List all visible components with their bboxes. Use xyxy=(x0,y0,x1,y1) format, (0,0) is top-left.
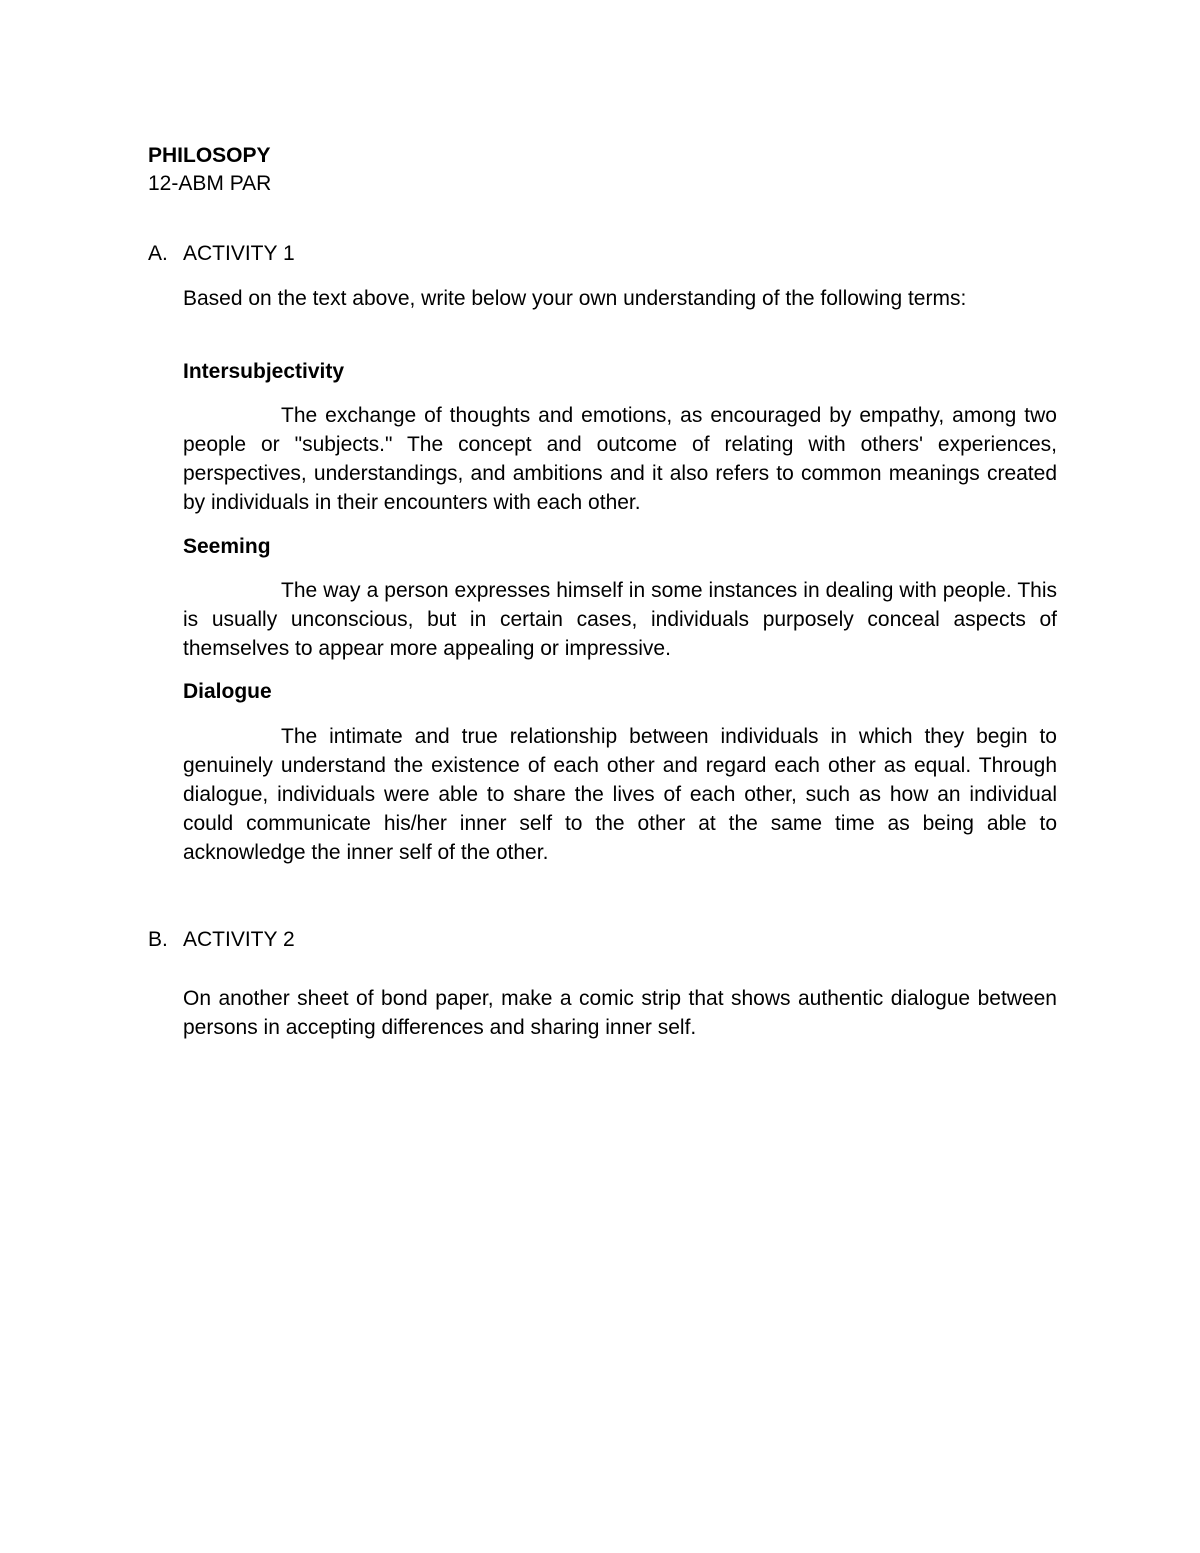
activity-1-instruction: Based on the text above, write below your own understanding of the following terms: xyxy=(183,287,967,310)
definition-dialogue: The intimate and true relationship between individuals in which they begin to genuinely understand the existence of each other and regard each other as equal. Through dialogue, individuals were able to share the lives of each other, such as how an individual could communicate his/her inner self to the other at the same time as being able to acknowledge the inner self of the other. xyxy=(183,725,1057,864)
activity-1-title: ACTIVITY 1 xyxy=(183,242,295,265)
term-intersubjectivity: Intersubjectivity xyxy=(183,360,345,383)
term-dialogue: Dialogue xyxy=(183,680,272,703)
document-header xyxy=(148,142,271,198)
activity-1-heading xyxy=(148,240,295,268)
term-seeming: Seeming xyxy=(183,535,271,558)
activity-2-instruction: On another sheet of bond paper, make a comic strip that shows authentic dialogue between persons in accepting differences and sharing inner self. xyxy=(183,987,1057,1039)
activity-2-heading xyxy=(148,926,295,954)
activity-2-letter: B. xyxy=(148,928,168,951)
activity-1-letter: A. xyxy=(148,242,168,265)
subject-title: PHILOSOPY xyxy=(148,144,271,167)
definition-seeming: The way a person expresses himself in some instances in dealing with people. This is usually unconscious, but in certain cases, individuals purposely conceal aspects of themselves to appear more appealing or impressive. xyxy=(183,579,1057,660)
activity-2-title: ACTIVITY 2 xyxy=(183,928,295,951)
definition-intersubjectivity: The exchange of thoughts and emotions, as encouraged by empathy, among two people or "subjects." The concept and outcome of relating with others' experiences, perspectives, understandings, and ambitions and it also refers to common meanings created by individuals in their encounters with each other. xyxy=(183,404,1057,514)
class-section: 12-ABM PAR xyxy=(148,172,272,195)
